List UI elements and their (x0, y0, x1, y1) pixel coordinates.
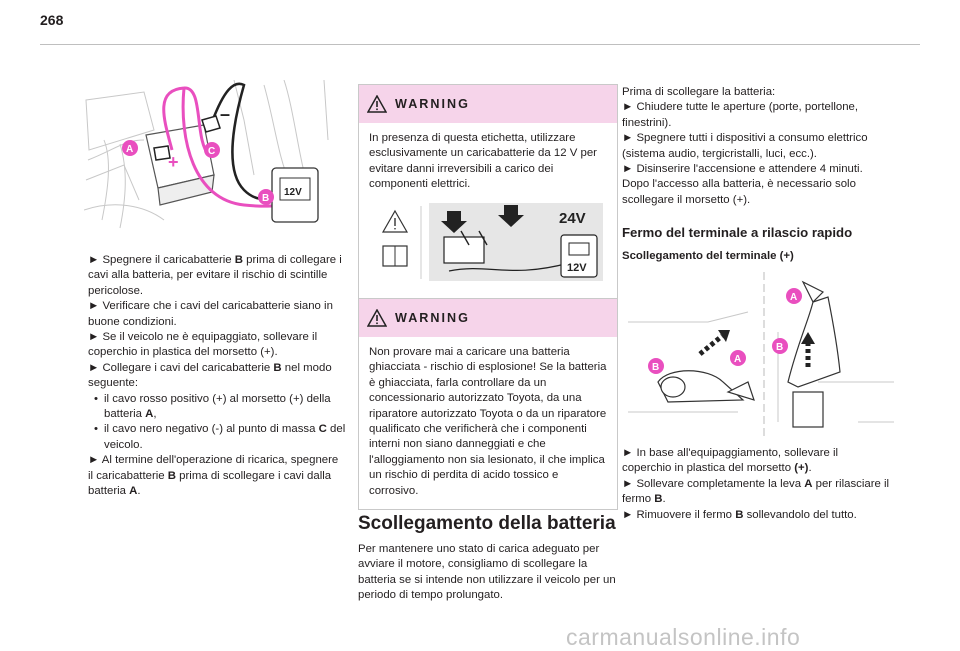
step-item: ► Spegnere tutti i dispositivi a consumo elettrico (sistema audio, tergicristalli, luci, ecc.). (622, 132, 868, 160)
after-text: Dopo l'accesso alla batteria, è necessario solo scollegare il morsetto (+). (622, 178, 856, 206)
charger-12v-label: 12V (284, 187, 302, 198)
callout-b: B (262, 193, 270, 204)
step-item: ► Chiudere tutte le aperture (porte, portellone, finestrini). (622, 101, 859, 129)
terminal-release-steps (622, 446, 890, 523)
label-12v: 12V (567, 261, 587, 274)
terminal-subheading: Scollegamento del terminale (+) (622, 250, 794, 262)
charging-instructions (88, 253, 346, 500)
warning-box-voltage (358, 84, 618, 299)
sub-instruction: • il cavo nero negativo (-) al punto di massa C del veicolo. (88, 422, 346, 453)
step-item: ► Disinserire l'accensione e attendere 4 minuti. (622, 163, 863, 176)
warning-title: WARNING (395, 97, 470, 111)
sub-instruction: • il cavo rosso positivo (+) al morsetto (+) della batteria A, (88, 392, 346, 423)
warning-triangle-icon (367, 309, 387, 327)
intro-text: Prima di scollegare la batteria: (622, 86, 776, 98)
warning-triangle-icon (367, 95, 387, 113)
warning-text: In presenza di questa etichetta, utilizzare esclusivamente un caricabatterie da 12 V per evitare danni irreversibili a carico dei componenti elettrici. (369, 132, 597, 191)
minus-sign: – (220, 104, 231, 124)
step-item: ► Sollevare completamente la leva A per rilasciare il fermo B. (622, 477, 890, 506)
instruction-item: ► Se il veicolo ne è equipaggiato, sollevare il coperchio in plastica del morsetto (+). (88, 331, 318, 359)
quick-release-heading: Fermo del terminale a rilascio rapido (622, 225, 853, 240)
header-rule (40, 44, 920, 45)
page-number: 268 (40, 12, 64, 28)
step-item: ► In base all'equipaggiamento, sollevare il coperchio in plastica del morsetto (+). (622, 447, 839, 475)
battery-charger-figure (84, 80, 332, 230)
warning-text: Non provare mai a caricare una batteria ghiacciata - rischio di esplosione! Se la batteria è ghiacciata, farla controllare da un concessionario autorizzato Toyota, da una riparatore autorizzato Toyota o da un riparatore qualificato che verificherà che i componenti interni non siano danneggiati e che l'alloggiamento non sia lesionato, il che implica un rischio di perdita di acido tossico e corrosivo. (369, 346, 607, 497)
label-24v: 24V (559, 209, 586, 227)
instruction-item: ► Al termine dell'operazione di ricarica, spegnere il caricabatterie B prima di scollegare i cavi dalla batteria A. (88, 454, 339, 498)
plus-sign: + (168, 152, 179, 172)
callout-b-right: B (776, 342, 784, 353)
section-title: Scollegamento della batteria (358, 513, 616, 534)
warning-title: WARNING (395, 311, 470, 325)
quick-release-terminal-figure (628, 272, 894, 440)
callout-a: A (126, 144, 134, 155)
section-text: Per mantenere uno stato di carica adeguato per avviare il motore, consigliamo di scollegare la batteria se si intende non utilizzare il veicolo per un periodo di tempo prolungato. (358, 543, 616, 602)
warning-header (359, 299, 617, 337)
instruction-item: ► Verificare che i cavi del caricabatterie siano in buone condizioni. (88, 300, 333, 328)
warning-header (359, 85, 617, 123)
callout-b-left: B (652, 362, 660, 373)
disconnect-preparation (622, 85, 890, 208)
callout-c: C (208, 146, 216, 157)
instruction-item: ► Collegare i cavi del caricabatterie B nel modo seguente: (88, 361, 332, 390)
callout-a-left: A (734, 354, 742, 365)
voltage-label-illustration (369, 201, 605, 283)
instruction-item: ► Spegnere il caricabatterie B prima di collegare i cavi alla batteria, per evitare il rischio di scintille pericolose. (88, 254, 342, 297)
watermark: carmanualsonline.info (566, 624, 801, 650)
callout-a-right: A (790, 292, 798, 303)
warning-box-frozen-battery (358, 298, 618, 510)
step-item: ► Rimuovere il fermo B sollevandolo del tutto. (622, 508, 857, 521)
